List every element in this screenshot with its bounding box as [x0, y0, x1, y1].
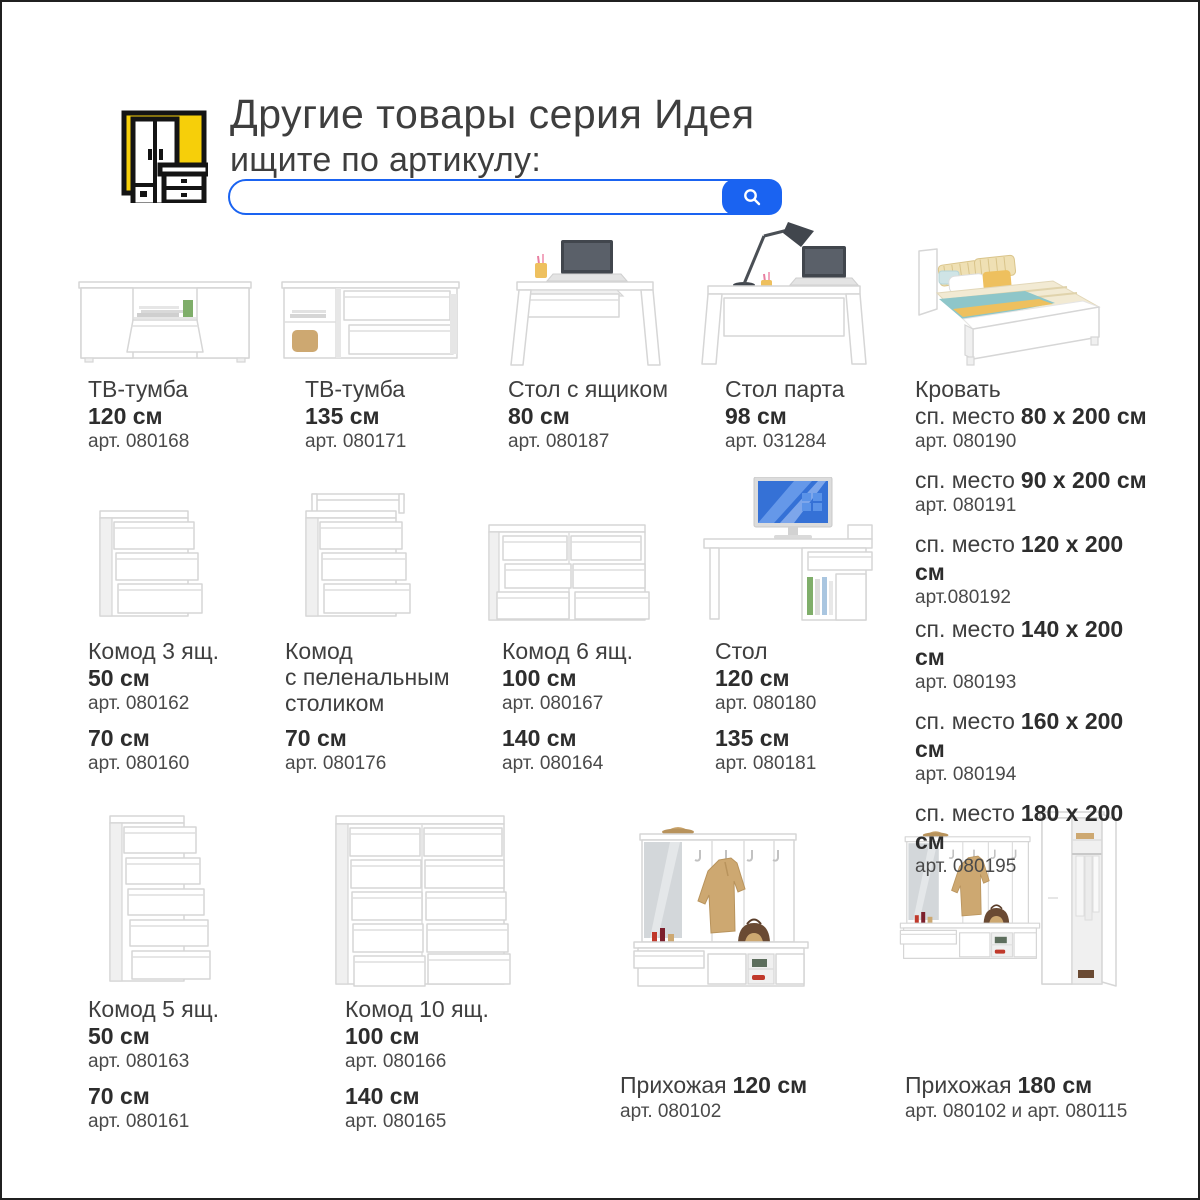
- product-card-komod-pelenal: [285, 638, 505, 776]
- product-art: арт. 080102: [620, 1101, 722, 1122]
- product-art: арт.080192: [915, 587, 1011, 608]
- product-art: арт. 080167: [502, 693, 604, 714]
- product-size: 135 см: [715, 725, 790, 751]
- product-image-hallway-120: [616, 818, 821, 990]
- product-size: 50 см: [88, 1023, 150, 1049]
- bed-variant: [915, 402, 1155, 454]
- product-name: Прихожая: [620, 1072, 727, 1098]
- product-name: ТВ-тумба: [305, 376, 406, 402]
- product-size: 140 см: [502, 725, 577, 751]
- product-name: Комод 10 ящ.: [345, 996, 489, 1022]
- bed-variant: [915, 615, 1155, 695]
- product-size: 98 см: [725, 403, 787, 429]
- product-name: Комод 6 ящ.: [502, 638, 634, 664]
- product-image-desk-parta: [700, 220, 868, 370]
- product-art: арт. 080162: [88, 693, 190, 714]
- product-art: арт. 080193: [915, 672, 1017, 693]
- product-image-bed: [903, 243, 1108, 375]
- product-image-computer-desk: [698, 477, 878, 625]
- product-size: 100 см: [502, 665, 577, 691]
- product-size: 80 см: [508, 403, 570, 429]
- product-card-komod-5: [88, 996, 278, 1134]
- product-image-komod-3: [86, 503, 206, 625]
- product-art: арт. 080181: [715, 753, 817, 774]
- product-art: арт. 080195: [915, 856, 1017, 877]
- bed-size: 140 x 200 см: [915, 616, 1124, 670]
- product-size: 70 см: [285, 725, 347, 751]
- bed-variant: [915, 799, 1155, 879]
- product-art: арт. 080164: [502, 753, 604, 774]
- product-card-bed: [915, 376, 1155, 891]
- bed-size: 80 x 200 см: [1020, 403, 1147, 429]
- product-image-komod-pelenal: [290, 490, 415, 625]
- bed-size-prefix: сп. место: [915, 531, 1015, 557]
- bed-size-prefix: сп. место: [915, 800, 1015, 826]
- product-name: Стол с ящиком: [508, 376, 669, 402]
- product-card-desk: [715, 638, 905, 776]
- product-size: 180 см: [1017, 1072, 1093, 1098]
- product-image-desk-with-drawer: [505, 234, 665, 370]
- product-art: арт. 080168: [88, 431, 190, 452]
- product-art: арт. 080171: [305, 431, 407, 452]
- search-bar: [228, 179, 782, 215]
- search-button[interactable]: [722, 179, 782, 215]
- wardrobe-nightstand-logo-icon: [108, 103, 208, 203]
- bed-variant: [915, 707, 1155, 787]
- bed-size: 180 x 200 см: [915, 800, 1124, 854]
- product-art: арт. 080165: [345, 1111, 447, 1132]
- product-art: арт. 031284: [725, 431, 827, 452]
- product-art: арт. 080166: [345, 1051, 447, 1072]
- product-card-desk-with-drawer: [508, 376, 708, 454]
- brand-logo: [108, 103, 208, 203]
- bed-size-prefix: сп. место: [915, 616, 1015, 642]
- product-card-tv-135: [305, 376, 505, 454]
- product-card-tv-120: [88, 376, 288, 454]
- product-name: ТВ-тумба: [88, 376, 189, 402]
- product-art: арт. 080176: [285, 753, 387, 774]
- product-image-komod-10: [328, 808, 513, 993]
- product-name: Комод 5 ящ.: [88, 996, 220, 1022]
- product-art: арт. 080160: [88, 753, 190, 774]
- product-card-hallway-120: [620, 1070, 860, 1124]
- bed-size-prefix: сп. место: [915, 708, 1015, 734]
- product-size: 120 см: [732, 1072, 808, 1098]
- product-art: арт. 080180: [715, 693, 817, 714]
- product-image-komod-5: [94, 810, 212, 992]
- product-art: арт. 080163: [88, 1051, 190, 1072]
- bed-size: 120 x 200 см: [915, 531, 1124, 585]
- page-subtitle: ищите по артикулу:: [230, 141, 542, 179]
- product-size: 135 см: [305, 403, 380, 429]
- product-art: арт. 080102 и арт. 080115: [905, 1101, 1128, 1122]
- product-card-desk-parta: [725, 376, 925, 454]
- product-image-komod-6: [483, 517, 651, 625]
- bed-size-prefix: сп. место: [915, 403, 1015, 429]
- bed-size-prefix: сп. место: [915, 467, 1015, 493]
- product-image-tv-stand-120: [75, 270, 255, 368]
- product-size: 120 см: [88, 403, 163, 429]
- product-name: Комод: [285, 638, 353, 664]
- product-name: столиком: [285, 690, 385, 716]
- product-name: Стол парта: [725, 376, 845, 402]
- bed-variant: [915, 466, 1155, 518]
- page-title: Другие товары серия Идея: [230, 91, 755, 137]
- bed-size: 90 x 200 см: [1020, 467, 1147, 493]
- product-card-hallway-180: [905, 1070, 1155, 1124]
- product-card-komod-3: [88, 638, 278, 776]
- search-input[interactable]: [228, 179, 782, 215]
- product-art: арт. 080190: [915, 431, 1017, 452]
- product-art: арт. 080194: [915, 764, 1017, 785]
- product-art: арт. 080187: [508, 431, 610, 452]
- product-size: 120 см: [715, 665, 790, 691]
- product-size: 50 см: [88, 665, 150, 691]
- product-size: 70 см: [88, 1083, 150, 1109]
- product-image-tv-stand-135: [278, 270, 463, 368]
- product-art: арт. 080161: [88, 1111, 190, 1132]
- bed-size: 160 x 200 см: [915, 708, 1124, 762]
- product-card-komod-6: [502, 638, 692, 776]
- product-card-komod-10: [345, 996, 535, 1134]
- product-size: 100 см: [345, 1023, 420, 1049]
- product-size: 70 см: [88, 725, 150, 751]
- product-name: Прихожая: [905, 1072, 1012, 1098]
- product-name: Стол: [715, 638, 768, 664]
- product-name: Комод 3 ящ.: [88, 638, 220, 664]
- bed-variant: [915, 530, 1155, 610]
- product-art: арт. 080191: [915, 495, 1017, 516]
- product-size: 140 см: [345, 1083, 420, 1109]
- product-name: Кровать: [915, 376, 1001, 402]
- search-icon: [742, 187, 762, 207]
- product-name: с пеленальным: [285, 664, 450, 690]
